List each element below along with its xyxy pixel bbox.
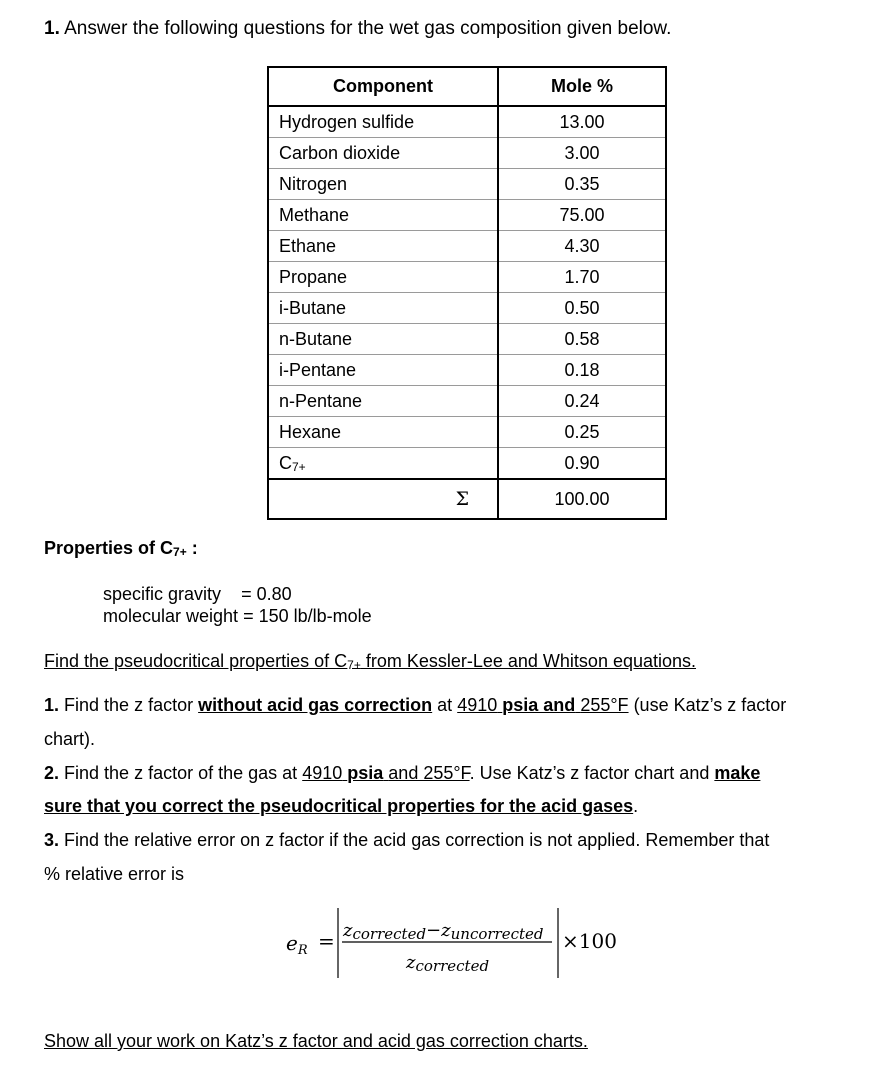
sg-label: specific gravity: [103, 584, 222, 604]
q2-temperature: and 255°F: [388, 763, 470, 783]
component-cell: i-Pentane: [268, 355, 498, 386]
q3-number: 3.: [44, 830, 60, 850]
question-2-line-2: [44, 796, 638, 817]
q1-pressure: 4910: [457, 695, 498, 715]
table-header-row: [268, 67, 666, 106]
mw-label: molecular weight: [103, 606, 239, 626]
component-cell: i-Butane: [268, 293, 498, 324]
mole-cell: 0.58: [498, 324, 666, 355]
sg-value: = 0.80: [241, 584, 292, 604]
specific-gravity-line: [103, 584, 292, 605]
q2-number: 2.: [44, 763, 60, 783]
table-row: [268, 324, 666, 355]
component-cell: Hydrogen sulfide: [268, 106, 498, 138]
q3-text-b: % relative error is: [44, 864, 185, 884]
sum-value: 100.00: [498, 479, 666, 519]
mole-cell: 0.50: [498, 293, 666, 324]
table-row: [268, 262, 666, 293]
question-3-line-1: [44, 830, 769, 851]
component-cell: Ethane: [268, 231, 498, 262]
table-row: [268, 448, 666, 480]
question-1-line-2: [44, 729, 95, 750]
component-cell: Propane: [268, 262, 498, 293]
mole-header: Mole %: [498, 67, 666, 106]
table-row: [268, 231, 666, 262]
formula-denominator: zcorrected: [406, 952, 490, 975]
table-row: [268, 106, 666, 138]
q2-text-a: Find the z factor of the gas at: [64, 763, 298, 783]
q2-psia: psia: [347, 763, 384, 783]
mole-cell: 4.30: [498, 231, 666, 262]
q1-text-h: chart).: [44, 729, 96, 749]
q2-pressure: 4910: [302, 763, 343, 783]
question-heading: [44, 18, 671, 40]
q2-period: .: [633, 796, 639, 816]
q1-psia: psia and: [502, 695, 576, 715]
table-row: [268, 355, 666, 386]
q2-text-e: . Use Katz’s z factor chart and: [469, 763, 710, 783]
component-cell: Methane: [268, 200, 498, 231]
mole-cell: 0.24: [498, 386, 666, 417]
q3-text-a: Find the relative error on z factor if the acid gas correction is not applied. Remember that: [64, 830, 770, 850]
formula-equals: =: [318, 929, 335, 953]
question-1-line-1: [44, 695, 786, 716]
mole-cell: 0.90: [498, 448, 666, 480]
composition-table: [267, 66, 667, 520]
mole-cell: 3.00: [498, 138, 666, 169]
formula-lhs: $e_R$: [286, 931, 308, 958]
formula-times-100: ×100: [562, 929, 617, 953]
mole-cell: 0.18: [498, 355, 666, 386]
component-header: Component: [268, 67, 498, 106]
q1-emphasis: without acid gas correction: [198, 695, 433, 715]
component-cell: $C_{7+}$: [268, 448, 498, 480]
q1-text-g: (use Katz’s z factor: [633, 695, 787, 715]
relative-error-formula: [286, 908, 626, 984]
q2-emphasis: sure that you correct the pseudocritical properties for the acid gases: [44, 796, 634, 816]
table-row: [268, 138, 666, 169]
molecular-weight-line: [103, 606, 372, 627]
q2-make: make: [714, 763, 761, 783]
question-number: 1.: [44, 18, 60, 39]
show-work-instruction: Show all your work on Katz’s z factor and acid gas correction charts.: [44, 1031, 588, 1051]
table-row: [268, 386, 666, 417]
q1-text-c: at: [437, 695, 453, 715]
component-cell: n-Butane: [268, 324, 498, 355]
formula-numerator: zcorrected−zuncorrected: [343, 920, 544, 943]
mole-cell: 1.70: [498, 262, 666, 293]
mole-cell: 0.35: [498, 169, 666, 200]
question-text: Answer the following questions for the wet gas composition given below.: [64, 18, 672, 39]
component-cell: Hexane: [268, 417, 498, 448]
mw-value: = 150 lb/lb-mole: [243, 606, 372, 626]
sum-row: [268, 479, 666, 519]
table-row: [268, 169, 666, 200]
q1-text-a: Find the z factor: [64, 695, 194, 715]
question-2-line-1: [44, 763, 760, 784]
component-cell: Nitrogen: [268, 169, 498, 200]
component-cell: n-Pentane: [268, 386, 498, 417]
c7-subscript: 7+: [292, 459, 306, 474]
find-instruction: Find the pseudocritical properties of $C_{7+}$ from Kessler-Lee and Whitson equations.: [44, 651, 697, 672]
table-row: [268, 200, 666, 231]
q1-temperature: 255°F: [580, 695, 629, 715]
question-3-line-2: [44, 864, 184, 885]
mole-cell: 13.00: [498, 106, 666, 138]
mole-cell: 75.00: [498, 200, 666, 231]
mole-cell: 0.25: [498, 417, 666, 448]
component-cell: Carbon dioxide: [268, 138, 498, 169]
table-row: [268, 293, 666, 324]
q1-number: 1.: [44, 695, 60, 715]
table-row: [268, 417, 666, 448]
properties-title: Properties of $C_{7+}$ :: [44, 538, 198, 559]
sum-symbol: Σ: [268, 479, 498, 519]
